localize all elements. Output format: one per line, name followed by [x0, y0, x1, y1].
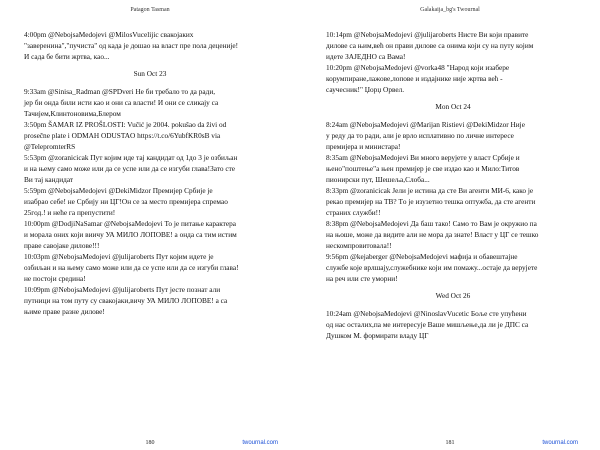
tweet-line: Тачијем,Клинтоновима,Блером: [24, 109, 121, 118]
tweet-line: рекао премијер на ТВ? Тo је изузетно тешка оптужба, да сте агенти: [326, 197, 536, 206]
tweet-line: и морала оних који виичу УА МИЛО ЛОПОВЕ! а онда са тим истим: [24, 230, 237, 239]
tweet-line: идете ЗАЈЕДНО са Вама!: [326, 52, 406, 61]
tweet-line: изабрао себе! не Србију ни ЦГ!Он се за место премијера спремао: [24, 197, 228, 206]
tweet-line: на реч или сте уморни!: [326, 274, 398, 283]
tweet-line: и на њему само може или да се успе или да се изгуби глава!Зато сте: [24, 164, 236, 173]
tweet-line: нескомпровитовала!!: [326, 241, 392, 250]
page-body: [326, 29, 580, 341]
tweet-line: у реду да то ради, али је врло исплативно по личне интересе: [326, 131, 514, 140]
tweet-line: 9:56pm @kejaberger @NebojsaMedojevi мафија и обавештајне: [326, 252, 518, 261]
tweet-line: 10:20pm @NebojsaMedojevi @vorka48 "Народ који изабере: [326, 63, 510, 72]
tweet-line: 5:53pm @zoranicicak Пут којим иде тај кандидат од 1до 3 је озбиљан: [24, 153, 238, 162]
date-heading: Sun Oct 23: [133, 69, 167, 78]
tweet-line: 9:33am @Sinisa_Radman @SPDveri Не би требало то да ради,: [24, 87, 216, 96]
site-link[interactable]: twournal.com: [542, 440, 578, 446]
page-header: Galakaija_bg's Twournal: [420, 7, 480, 13]
tweet-line: И сада бе бити жртва, као...: [24, 52, 110, 61]
right-page: [300, 0, 600, 450]
tweet-line: страних служби!!: [326, 208, 381, 217]
tweet-line: од нас осталих,па ме интересује Ваше мишљење,да ли је ДПС са: [326, 320, 529, 329]
tweet-line: њено"поштење"а њен премијер је све издао као и Мило:Титов: [326, 164, 520, 173]
tweet-line: Душком М. формирати владу ЦГ: [326, 331, 429, 340]
tweet-line: дилове са њим,већ он прави дилове са онима који су на путу којим: [326, 41, 534, 50]
tweet-line: 8:38pm @NebojsaMedojevi Да баш тако! Само то Вам је окружио па: [326, 219, 537, 228]
site-link[interactable]: twournal.com: [242, 440, 278, 446]
tweet-line: озбиљан и на њему само може или да се успе или да се изгуби глава!: [24, 263, 239, 272]
tweet-line: 5:59pm @NebojsaMedojevi @DekiMidzor Премијер Србије је: [24, 186, 213, 195]
tweet-line: службе које врлшају,служебнике који им помажу...остаје да верујете: [326, 263, 538, 272]
tweet-line: 10:24am @NebojsaMedojevi @NinoslavVucetic Боље сте упућени: [326, 309, 527, 318]
tweet-line: @TelepromterRS: [24, 142, 76, 151]
date-heading: Wed Oct 26: [435, 291, 471, 300]
tweet-line: 10:03pm @NebojsaMedojevi @julijaroberts Пут којим идете је: [24, 252, 214, 261]
tweet-line: праве савојаке дилове!!!: [24, 241, 100, 250]
tweet-line: не постоји средина!: [24, 274, 86, 283]
tweet-line: 25год.! и неће га препустити!: [24, 208, 116, 217]
tweet-line: 4:00pm @NebojsaMedojevi @MilosVucelijic свакојаких: [24, 30, 194, 39]
tweet-line: "заверенина","пучиста" од када је дошао на власт пре пола деценије!: [24, 41, 239, 50]
tweet-line: путници на том путу су свакојаки,вичу УА МИЛО ЛОПОВЕ! а са: [24, 296, 228, 305]
tweet-line: 8:33pm @zoranicicak Јели је истина да сте Ви агенти МИ-6, како је: [326, 186, 534, 195]
tweet-line: на њоше, може да видите али не мора да знате! Власт у ЦГ се тешко: [326, 230, 539, 239]
tweet-line: јер би онда били исти као и они са власти! И они се сликају са: [24, 98, 219, 107]
tweet-line: 10:14pm @NebojsaMedojevi @julijaroberts Нисте Ви који правите: [326, 30, 529, 39]
page-number: 181: [445, 440, 455, 446]
date-heading: Mon Oct 24: [435, 102, 471, 111]
tweet-line: 8:24am @NebojsaMedojevi @Marijan Ristievi @DekiMidzor Није: [326, 120, 525, 129]
tweet-line: саучесник!" Џорџ Орвел.: [326, 85, 405, 94]
page-number: 180: [145, 440, 155, 446]
tweet-line: prosečne plate i ODMAH ODUSTAO https://t.co/6YubfKR0sB via: [24, 131, 221, 140]
tweet-line: 8:35am @NebojsaMedojevi Ви много верујете у власт Србије и: [326, 153, 520, 162]
tweet-line: 10:00pm @DodjiNaSamar @NebojsaMedojevi То је питање карактера: [24, 219, 236, 228]
page-header: Patagon Tasman: [130, 7, 170, 13]
tweet-line: њиме праве разне дилове!: [24, 307, 105, 316]
tweet-line: премијера и министара!: [326, 142, 401, 151]
tweet-line: пионирски пут, Шешеља,Слоба...: [326, 175, 430, 184]
tweet-line: 10:09pm @NebojsaMedojevi @julijaroberts Пут јесте познат али: [24, 285, 221, 294]
page-body: [24, 29, 276, 317]
tweet-line: 3:50pm ŠAMAR IZ PROŠLOSTI: Vučić je 2004. pokušao da živi od: [24, 120, 227, 129]
tweet-line: корумпиране,лажове,лопове и издајнике није жртва већ -: [326, 74, 503, 83]
tweet-line: Ви тај кандидат: [24, 175, 74, 184]
